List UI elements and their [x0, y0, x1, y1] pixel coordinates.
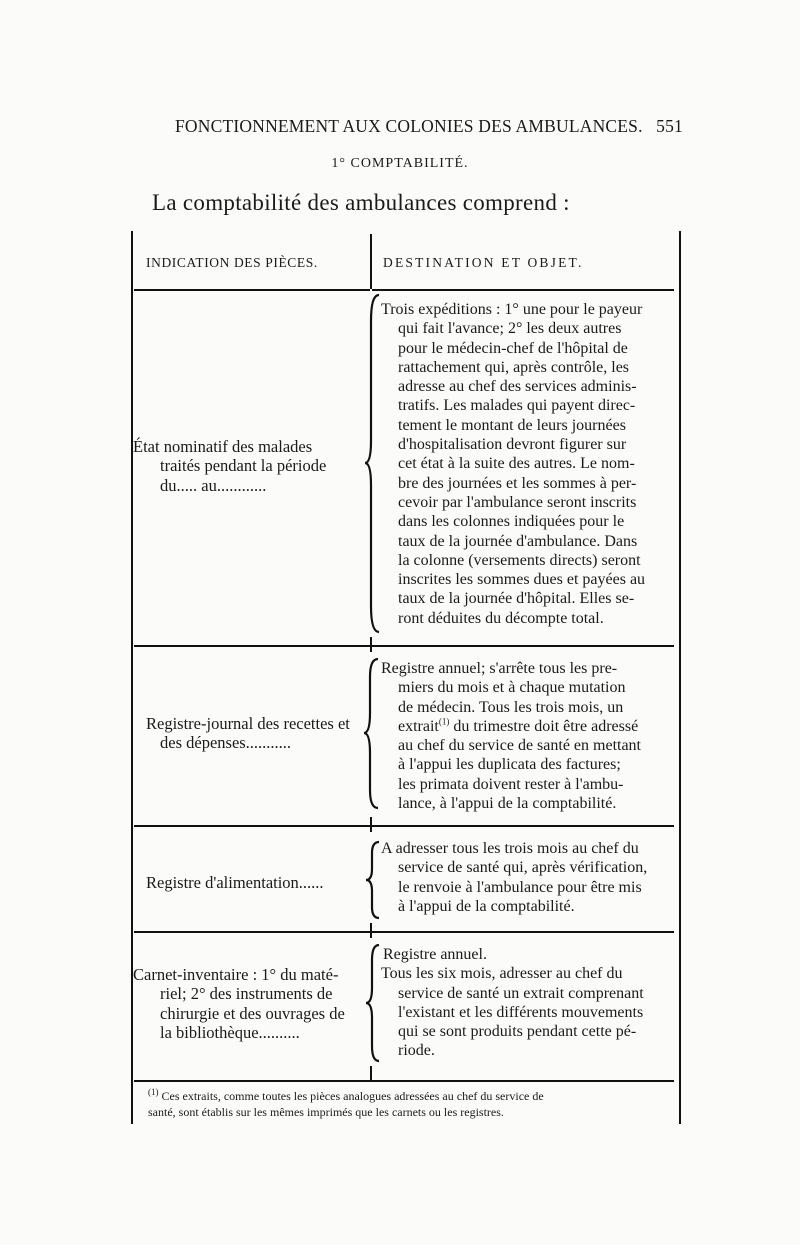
row-4-left-line: Carnet-inventaire : 1° du maté- — [133, 965, 339, 984]
row-separator — [372, 645, 674, 647]
separator-tick — [370, 923, 372, 938]
row-1-right-line: tement le montant de leurs journées — [398, 416, 626, 434]
footnote-mark: (1) — [148, 1087, 159, 1097]
row-2-extrait-rest: du trimestre doit être adressé — [453, 717, 639, 735]
row-4-left-line: riel; 2° des instruments de — [160, 984, 333, 1004]
row-4-left-line: chirurgie et des ouvrages de — [160, 1003, 345, 1023]
column-divider — [370, 234, 372, 289]
row-1-left-line: du..... au............ — [160, 475, 267, 495]
intro-sentence: La comptabilité des ambulances comprend : — [152, 190, 570, 215]
row-4-right-line: riode. — [398, 1042, 435, 1060]
bottom-tick — [370, 1066, 372, 1080]
row-separator — [372, 825, 674, 827]
row-1-right-line: Trois expéditions : 1° une pour le payeur — [381, 301, 643, 318]
row-2-right-line: les primata doivent rester à l'ambu- — [398, 775, 624, 793]
row-1-right-line: la colonne (versements directs) seront — [398, 551, 641, 569]
row-separator — [134, 825, 370, 827]
row-1-right-line: rattachement qui, après contrôle, les — [398, 358, 630, 376]
row-3-right-line: service de santé qui, après vérification, — [398, 859, 648, 877]
row-1-right-line: taux de la journée d'ambulance. Dans — [398, 532, 638, 550]
row-1-indication — [133, 437, 326, 495]
row-1-right-line: inscrites les sommes dues et payées au — [398, 571, 646, 589]
row-separator — [134, 645, 370, 647]
row-1-right-line: pour le médecin-chef de l'hôpital de — [398, 339, 628, 357]
footnote-line-1 — [148, 1088, 668, 1104]
row-1-brace — [364, 291, 382, 636]
row-4-brace — [364, 942, 382, 1064]
header-indication: INDICATION DES PIÈCES. — [146, 255, 318, 270]
row-2-right-line: au chef du service de santé en mettant — [398, 737, 641, 755]
row-2-indication — [146, 714, 350, 753]
row-4-left-line: la bibliothèque.......... — [160, 1022, 300, 1042]
footnote-reference: (1) — [438, 716, 450, 727]
separator-tick — [370, 817, 372, 832]
row-2-destination — [381, 659, 668, 813]
row-3-left-line: Registre d'alimentation...... — [146, 873, 324, 892]
row-separator — [372, 931, 674, 933]
running-head-title: FONCTIONNEMENT AUX COLONIES DES AMBULANCES. — [175, 116, 643, 136]
section-heading: 1° COMPTABILITÉ. — [331, 156, 469, 171]
row-2-left-line: Registre-journal des recettes et — [146, 714, 350, 733]
page-number: 551 — [656, 116, 683, 136]
row-2-brace — [363, 655, 381, 812]
row-4-right-line: service de santé un extrait comprenant — [398, 984, 644, 1002]
header-rule-right — [372, 289, 674, 291]
row-1-right-line: ront déduites du décompte total. — [398, 609, 604, 627]
row-3-destination — [381, 839, 668, 916]
row-2-right-line: Registre annuel; s'arrête tous les pre- — [381, 660, 618, 677]
row-1-right-line: taux de la journée d'hôpital. Elles se- — [398, 590, 635, 608]
row-3-right-line: à l'appui de la comptabilité. — [398, 897, 575, 915]
row-4-destination — [381, 945, 668, 1061]
header-destination: DESTINATION ET OBJET. — [383, 255, 584, 270]
row-1-left-line: traités pendant la période — [160, 456, 327, 476]
row-3-indication — [146, 873, 324, 892]
footnote — [148, 1088, 668, 1120]
separator-tick — [370, 637, 372, 652]
row-3-right-line: A adresser tous les trois mois au chef du — [381, 840, 639, 857]
row-1-destination — [381, 300, 668, 628]
footnote-text: Ces extraits, comme toutes les pièces analogues adressées au chef du service de — [161, 1089, 544, 1103]
row-1-right-line: adresse au chef des services adminis- — [398, 378, 637, 396]
row-2-right-line: lance, à l'appui de la comptabilité. — [398, 795, 617, 813]
row-2-extrait-word: extrait — [398, 717, 439, 735]
row-2-left-line: des dépenses........... — [160, 733, 292, 753]
header-rule-left — [134, 289, 370, 291]
row-1-right-line: d'hospitalisation devront figurer sur — [398, 436, 627, 454]
row-4-indication — [133, 965, 345, 1042]
row-4-right-line: l'existant et les différents mouvements — [398, 1003, 644, 1021]
footnote-line-2: santé, sont établis sur les mêmes imprimés que les carnets ou les registres. — [148, 1105, 504, 1119]
row-2-right-line: à l'appui les duplicata des factures; — [398, 756, 621, 774]
row-4-right-line: Registre annuel. — [383, 946, 487, 963]
row-1-right-line: bre des journées et les sommes à per- — [398, 474, 637, 492]
row-2-right-line-with-note — [381, 717, 668, 736]
row-2-right-line: miers du mois et à chaque mutation — [398, 679, 626, 697]
row-2-right-line: de médecin. Tous les trois mois, un — [398, 698, 624, 716]
row-1-left-line: État nominatif des malades — [133, 437, 313, 456]
row-1-right-line: cet état à la suite des autres. Le nom- — [398, 455, 635, 473]
row-4-right-line: qui se sont produits pendant cette pé- — [398, 1023, 637, 1041]
row-3-brace — [364, 839, 382, 921]
row-4-right-line: Tous les six mois, adresser au chef du — [381, 965, 623, 983]
row-1-right-line: dans les colonnes indiquées pour le — [398, 513, 625, 531]
footnote-rule — [134, 1080, 674, 1082]
row-1-right-line: tratifs. Les malades qui payent direc- — [398, 397, 636, 415]
row-3-right-line: le renvoie à l'ambulance pour être mis — [398, 878, 642, 896]
row-separator — [134, 931, 370, 933]
row-1-right-line: qui fait l'avance; 2° les deux autres — [398, 320, 622, 338]
row-1-right-line: cevoir par l'ambulance seront inscrits — [398, 493, 637, 511]
